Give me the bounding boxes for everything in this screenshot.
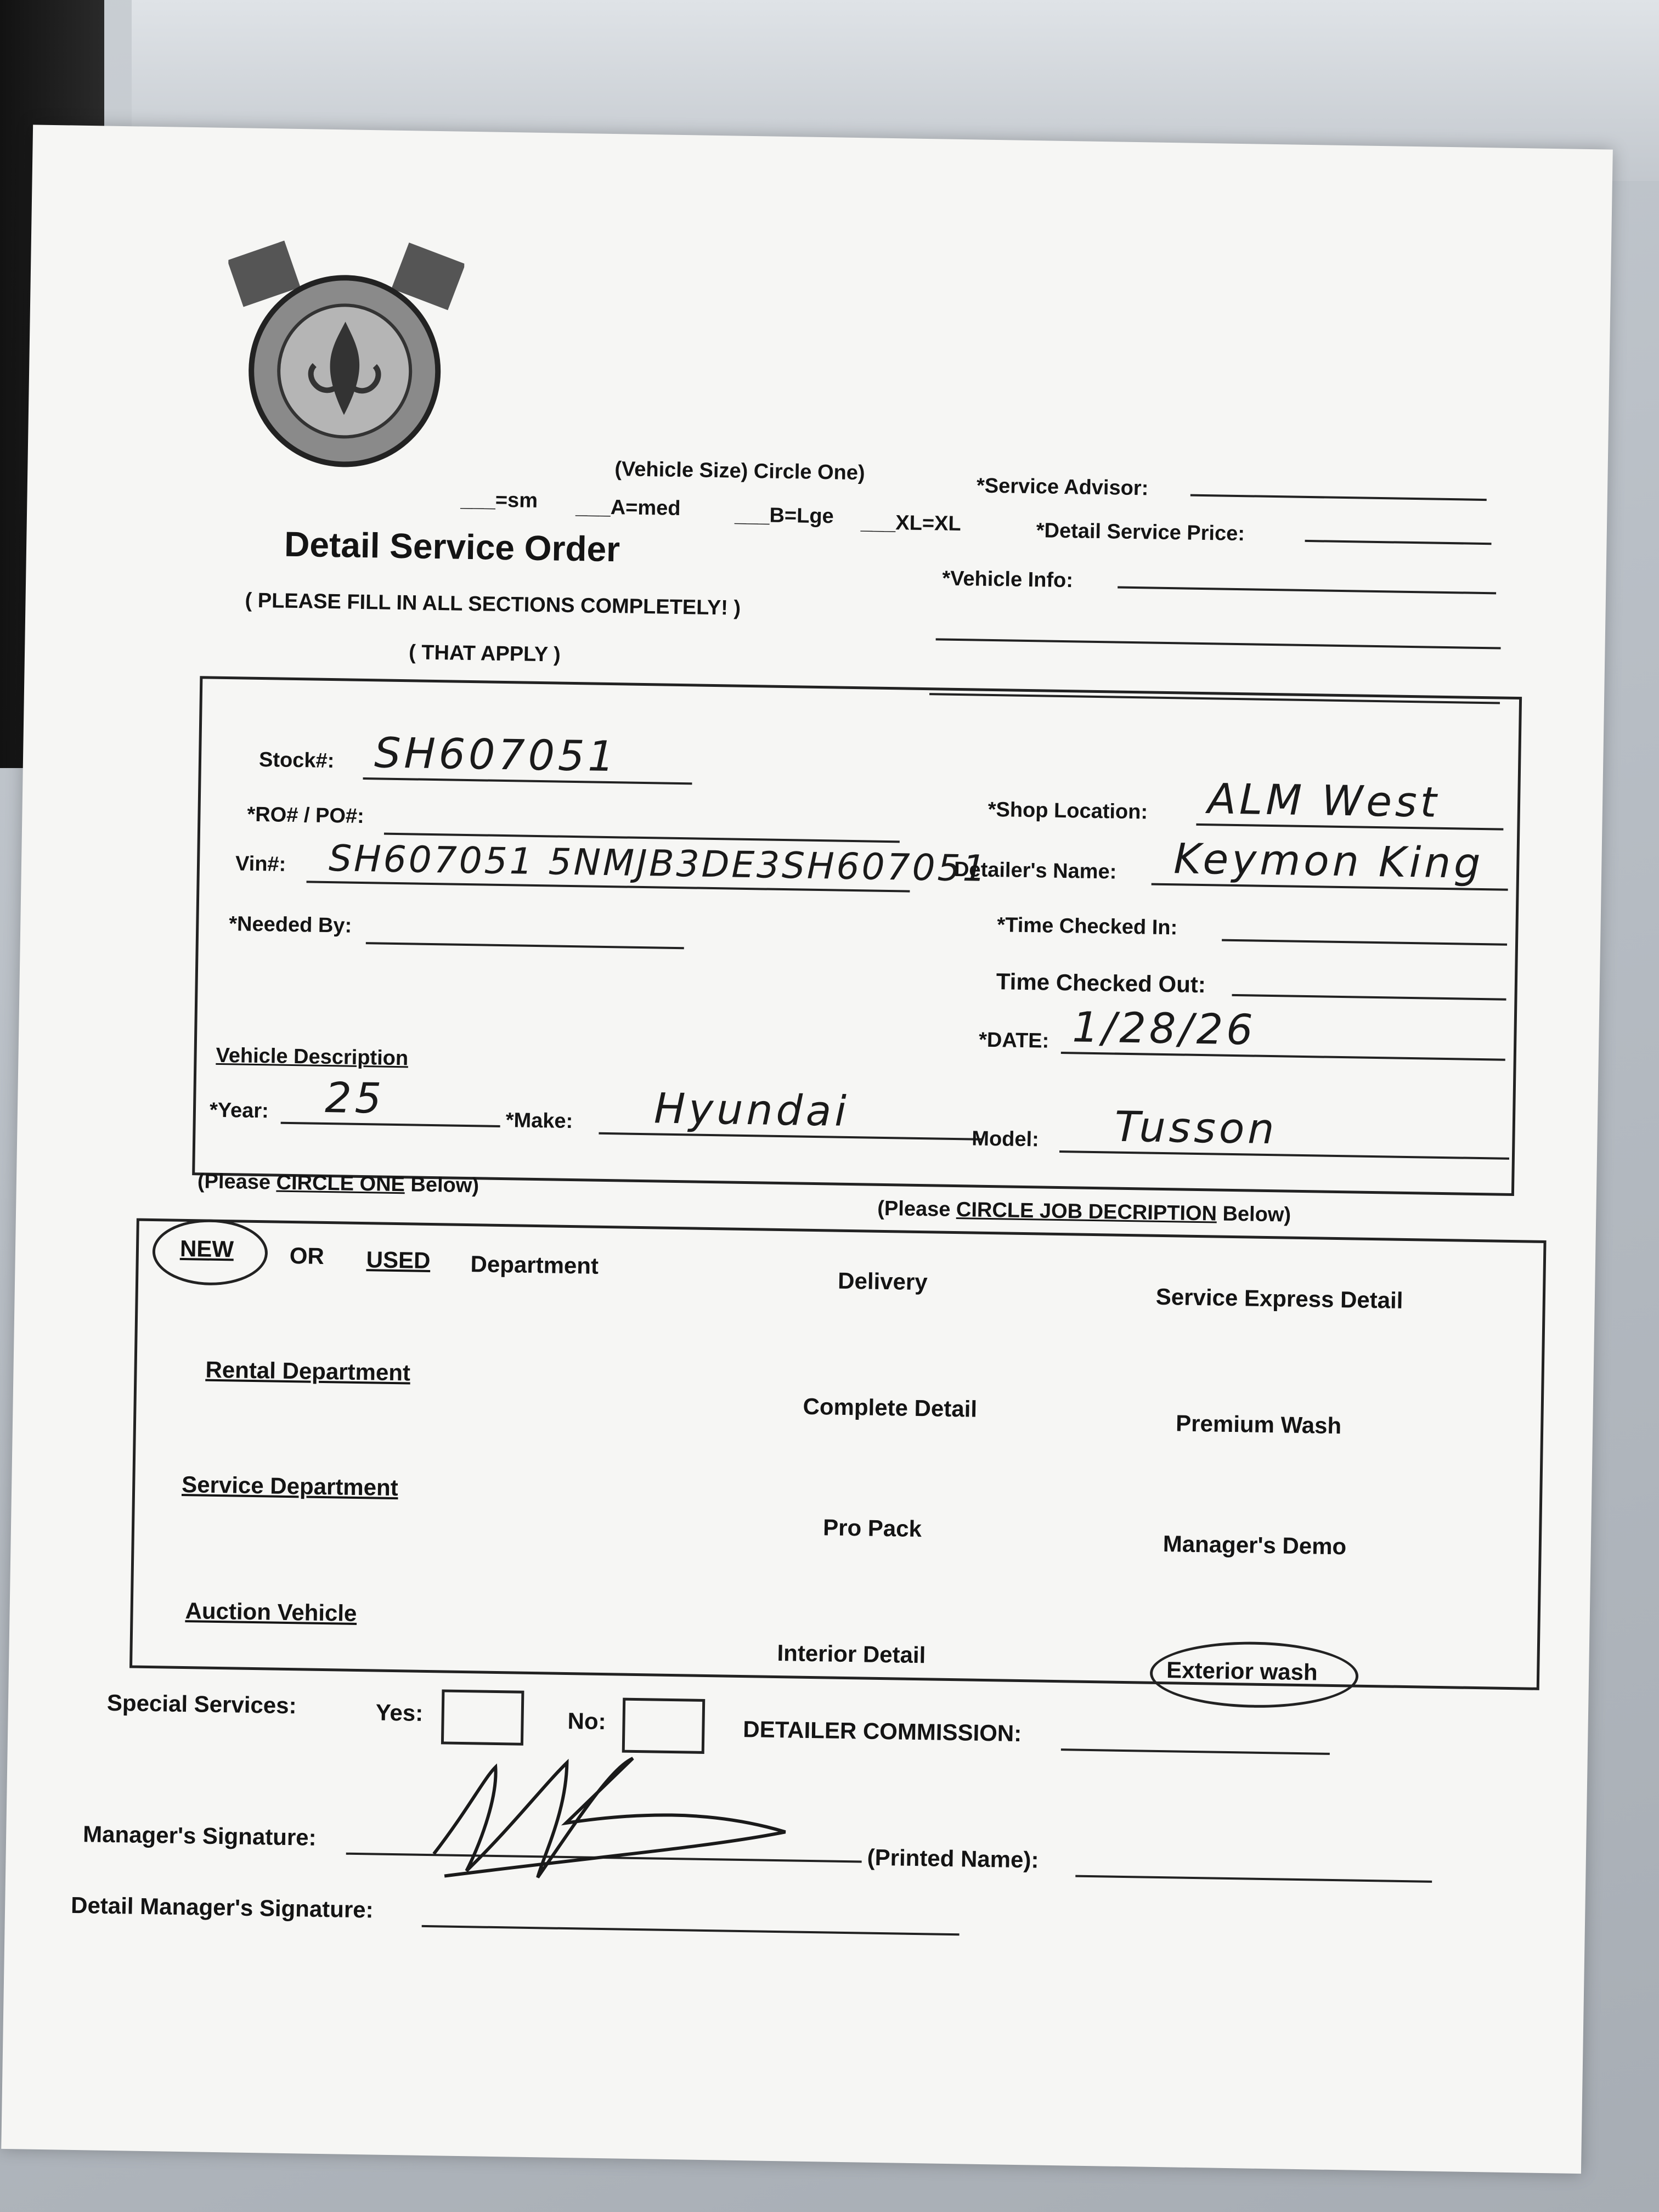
vehicle-info-field-1[interactable] (1118, 586, 1496, 595)
ro-po-label: *RO# / PO#: (247, 803, 365, 828)
victory-seal-logo (225, 238, 465, 477)
detail-manager-signature-field[interactable] (422, 1925, 960, 1936)
or-text: OR (289, 1242, 325, 1269)
job-complete-detail[interactable]: Complete Detail (803, 1393, 978, 1422)
vehicle-size-label: (Vehicle Size) Circle One) (614, 458, 865, 485)
service-advisor-label: *Service Advisor: (976, 474, 1149, 500)
stock-value: SH607051 (374, 728, 618, 781)
job-premium-wash[interactable]: Premium Wash (1175, 1410, 1342, 1439)
date-label: *DATE: (978, 1028, 1049, 1053)
instructions: ( PLEASE FILL IN ALL SECTIONS COMPLETELY! ) (245, 589, 741, 620)
vin-label: Vin#: (235, 852, 286, 876)
manager-signature-label: Manager's Signature: (82, 1821, 317, 1850)
time-in-label: *Time Checked In: (997, 913, 1178, 940)
model-value: Tusson (1114, 1102, 1278, 1154)
detailer-commission-field[interactable] (1061, 1748, 1330, 1755)
option-rental-department[interactable]: Rental Department (205, 1356, 411, 1386)
vehicle-info-field-2[interactable] (936, 638, 1501, 649)
model-label: Model: (972, 1127, 1040, 1152)
shop-location-label: *Shop Location: (988, 798, 1148, 824)
instructions-that-apply: ( THAT APPLY ) (408, 641, 561, 667)
department-text: Department (470, 1251, 599, 1279)
size-option-xl[interactable]: ___XL=XL (860, 511, 962, 536)
detail-manager-signature-label: Detail Manager's Signature: (70, 1892, 374, 1923)
job-exterior-wash[interactable]: Exterior wash (1166, 1657, 1318, 1685)
detail-price-label: *Detail Service Price: (1036, 519, 1245, 546)
no-label: No: (567, 1708, 606, 1735)
size-option-lge[interactable]: ___B=Lge (734, 503, 834, 528)
circle-job-instruction: (Please CIRCLE JOB DECRIPTION Below) (877, 1197, 1291, 1227)
detailer-commission-label: DETAILER COMMISSION: (743, 1716, 1022, 1747)
special-services-yes-checkbox[interactable] (441, 1689, 524, 1745)
option-service-department[interactable]: Service Department (181, 1471, 399, 1501)
job-delivery[interactable]: Delivery (837, 1267, 928, 1295)
page-title: Detail Service Order (284, 524, 620, 569)
service-advisor-field[interactable] (1190, 494, 1487, 501)
detail-price-field[interactable] (1305, 540, 1492, 545)
detailer-name-value: Keymon King (1173, 834, 1485, 888)
year-value: 25 (324, 1073, 385, 1123)
special-services-label: Special Services: (106, 1689, 297, 1719)
job-service-express-detail[interactable]: Service Express Detail (1155, 1283, 1403, 1313)
date-value: 1/28/26 (1071, 1002, 1257, 1054)
printed-name-label: (Printed Name): (867, 1844, 1039, 1873)
service-order-form (1, 125, 1613, 2174)
yes-label: Yes: (375, 1699, 424, 1726)
vin-value: SH607051 5NMJB3DE3SH607051 (328, 837, 989, 890)
printed-name-field[interactable] (1075, 1875, 1432, 1883)
needed-by-label: *Needed By: (229, 912, 352, 938)
option-auction-vehicle[interactable]: Auction Vehicle (185, 1598, 357, 1626)
job-managers-demo[interactable]: Manager's Demo (1163, 1531, 1347, 1560)
circle-one-instruction: (Please CIRCLE ONE Below) (197, 1170, 479, 1198)
option-new[interactable]: NEW (179, 1235, 234, 1262)
make-value: Hyundai (653, 1084, 850, 1136)
manager-signature-scribble (400, 1743, 820, 1893)
time-out-label: Time Checked Out: (996, 968, 1206, 998)
vehicle-description-heading: Vehicle Description (216, 1043, 409, 1070)
size-option-med[interactable]: ___A=med (575, 495, 681, 521)
make-label: *Make: (505, 1109, 573, 1133)
job-interior-detail[interactable]: Interior Detail (777, 1640, 926, 1668)
shop-location-value: ALM West (1207, 774, 1441, 827)
year-label: *Year: (209, 1098, 269, 1123)
size-option-sm[interactable]: ___=sm (460, 488, 538, 512)
detailer-name-label: Detailer's Name: (953, 857, 1117, 884)
job-pro-pack[interactable]: Pro Pack (822, 1514, 922, 1542)
vehicle-info-label: *Vehicle Info: (942, 567, 1074, 592)
special-services-no-checkbox[interactable] (622, 1698, 706, 1754)
stock-label: Stock#: (258, 748, 335, 773)
option-used[interactable]: USED (366, 1246, 431, 1274)
